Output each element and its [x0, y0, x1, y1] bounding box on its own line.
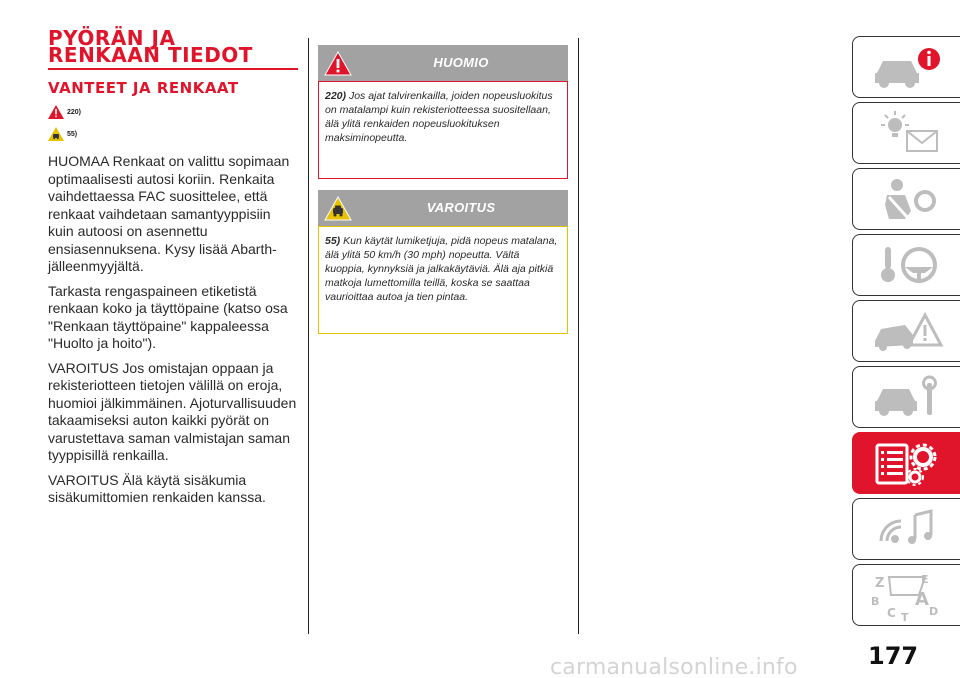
multimedia-icon: [867, 505, 947, 553]
svg-text:E: E: [920, 573, 929, 586]
tab-safety[interactable]: [852, 168, 960, 230]
paragraph-note: HUOMAA Renkaat on valittu sopimaan optimaalisesti autosi koriin. Renkaita vaihdettaessa FAC suosittelee, että renkaat vaihdetaan samantyyppisiin kuin autoosi on asennettu ensiasennuksena. Kysy lisää Abarth-jälleenmyyjältä.: [48, 153, 290, 274]
column-divider: [308, 38, 309, 634]
watermark: carmanualsonline.info: [550, 655, 798, 678]
danger-reference-label: 220): [67, 108, 82, 116]
page-number: 177: [868, 642, 919, 670]
page-title-line1: PYÖRÄN JA: [48, 26, 176, 50]
tab-getting-to-know-car[interactable]: [852, 36, 960, 98]
alphabetical-index-icon: [867, 569, 947, 621]
tab-in-an-emergency[interactable]: [852, 300, 960, 362]
warning-triangle-icon: [48, 127, 64, 141]
section-title: VANTEET JA RENKAAT: [48, 79, 239, 97]
safety-airbag-icon: [867, 175, 947, 223]
page-title-line2: RENKAAN TIEDOT: [48, 43, 253, 67]
warning-box-body: [318, 226, 568, 334]
left-column: [48, 26, 300, 507]
danger-reference[interactable]: [48, 103, 300, 121]
notice-box-text: Jos ajat talvirenkailla, joiden nopeusluokitus on matalampi kuin rekisteriotteessa suositellaan, älä ylitä renkaiden nopeusluokituksen maksiminopeutta.: [325, 90, 553, 144]
svg-text:Z: Z: [874, 576, 884, 591]
warning-box-ref: 55): [325, 235, 341, 247]
warning-box-header: [318, 190, 568, 226]
warning-box: [318, 190, 568, 334]
paragraph-tyre-label: Tarkasta rengaspaineen etiketistä renkaan koko ja täyttöpaine (katso osa "Renkaan täyttöpaine" kappaleessa "Huolto ja hoito").: [48, 282, 288, 351]
title-rule: [48, 68, 298, 70]
notice-box-title: HUOMIO: [433, 55, 489, 70]
warning-reference[interactable]: [48, 125, 300, 143]
emergency-crash-icon: [867, 307, 947, 355]
paragraph-warning-registration: VAROITUS Jos omistajan oppaan ja rekisteriotteen tietojen välillä on eroja, huomioi jälkimmäinen. Ajoturvallisuuden takaamiseksi auton kaikki pyörät on varustettava saman valmistajan saman tyyppisillä renkailla.: [48, 359, 297, 463]
tab-multimedia[interactable]: [852, 498, 960, 560]
notice-box-header: [318, 45, 568, 81]
tab-warning-lights[interactable]: [852, 102, 960, 164]
notice-box-body: [318, 81, 568, 179]
warning-box-text: Kun käytät lumiketjuja, pidä nopeus matalana, älä ylitä 50 km/h (30 mph) nopeutta. Vältä kuoppia, kynnyksiä ja jalkakäytäviä. Älä aja pitkiä matkoja lumettomilla teillä, koska se saattaa vaurioittaa autoa ja tien pintaa.: [325, 235, 558, 303]
notice-box-ref: 220): [325, 90, 347, 102]
tab-servicing-and-care[interactable]: [852, 366, 960, 428]
notice-box: [318, 45, 568, 179]
warning-box-title: VAROITUS: [426, 200, 496, 215]
warning-reference-label: 55): [67, 130, 78, 138]
warning-lights-icon: [867, 109, 947, 157]
column-divider-right: [578, 38, 579, 634]
steering-wheel-key-icon: [867, 241, 947, 289]
tab-index[interactable]: [852, 564, 960, 626]
technical-data-icon: [867, 437, 947, 489]
car-maintenance-icon: [867, 373, 947, 421]
svg-text:T: T: [900, 611, 909, 621]
paragraph-warning-inner-tube: VAROITUS Älä käytä sisäkumia sisäkumittomien renkaiden kanssa.: [48, 471, 266, 505]
svg-text:C: C: [886, 606, 896, 620]
tab-technical-specifications[interactable]: [852, 432, 960, 494]
tab-starting-and-driving[interactable]: [852, 234, 960, 296]
danger-triangle-icon: [48, 105, 64, 119]
svg-text:D: D: [928, 605, 938, 618]
warning-triangle-icon: [324, 196, 352, 221]
svg-text:B: B: [870, 595, 879, 608]
car-info-icon: [867, 43, 947, 91]
danger-triangle-icon: [324, 51, 352, 76]
page-title: [48, 26, 300, 67]
svg-text:A: A: [914, 589, 929, 610]
